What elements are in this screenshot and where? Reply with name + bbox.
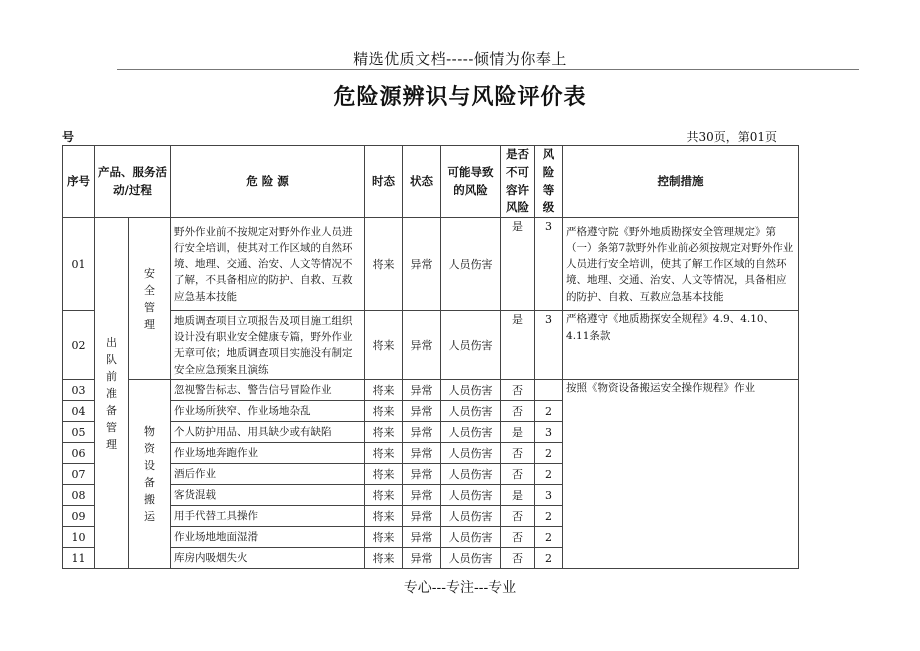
- row-unacceptable: 否: [501, 443, 535, 464]
- risk-assessment-table: [62, 145, 799, 569]
- row-hazard: 作业场所狭窄、作业场地杂乱: [171, 401, 365, 422]
- row-seq: 04: [63, 401, 95, 422]
- row-state: 异常: [403, 380, 441, 401]
- row-level: 3: [535, 218, 563, 311]
- row-level: 3: [535, 311, 563, 380]
- header-control: 控制措施: [563, 146, 799, 218]
- row-state: 异常: [403, 443, 441, 464]
- row-tense: 将来: [365, 380, 403, 401]
- group-safety-label: 安 全 管 理: [144, 266, 155, 331]
- row-state: 异常: [403, 548, 441, 569]
- row-state: 异常: [403, 485, 441, 506]
- row-state: 异常: [403, 422, 441, 443]
- row-level: 2: [535, 548, 563, 569]
- row-tense: 将来: [365, 527, 403, 548]
- row-seq: 03: [63, 380, 95, 401]
- page-footer: 专心---专注---专业: [403, 580, 517, 596]
- row-level: 3: [535, 422, 563, 443]
- row-seq: 05: [63, 422, 95, 443]
- row-state: 异常: [403, 401, 441, 422]
- table-row: [63, 218, 799, 311]
- row-tense: 将来: [365, 548, 403, 569]
- document-title: 危险源辨识与风险评价表: [333, 85, 587, 110]
- header-level: 风险等级: [535, 146, 563, 218]
- row-unacceptable: 否: [501, 527, 535, 548]
- row-level: 2: [535, 464, 563, 485]
- row-state: 异常: [403, 311, 441, 380]
- row-hazard: 客货混载: [171, 485, 365, 506]
- row-seq: 07: [63, 464, 95, 485]
- group-outer-label: 出 队 前 准 备 管 理: [106, 335, 117, 451]
- row-risk: 人员伤害: [441, 464, 501, 485]
- row-level: 2: [535, 443, 563, 464]
- row-level: 2: [535, 401, 563, 422]
- row-unacceptable: 否: [501, 401, 535, 422]
- row-level: [535, 380, 563, 401]
- page-count: 共30页，第01页: [686, 130, 777, 144]
- row-seq: 02: [63, 311, 95, 380]
- header-risk: 可能导致的风险: [441, 146, 501, 218]
- row-tense: 将来: [365, 401, 403, 422]
- document-number-label: 号: [62, 130, 75, 144]
- header-divider: [117, 69, 859, 70]
- row-control: 严格遵守院《野外地质勘探安全管理规定》第（一）条第7款野外作业前必须按规定对野外作业人员进行安全培训，使其了解工作区域的自然环境、地理、交通、治安、人文等情况，具备相应的防护、自救、互救应急基本技能: [563, 218, 799, 311]
- row-control: 严格遵守《地质勘探安全规程》4.9、4.10、4.11条款: [563, 311, 799, 380]
- row-risk: 人员伤害: [441, 506, 501, 527]
- row-hazard: 野外作业前不按规定对野外作业人员进行安全培训，使其对工作区域的自然环境、地理、交通、治安、人文等情况不了解，不具备相应的防护、自救、互救应急基本技能: [171, 218, 365, 311]
- row-hazard: 酒后作业: [171, 464, 365, 485]
- row-unacceptable: 是: [501, 311, 535, 380]
- table-header-row: [63, 146, 799, 218]
- row-unacceptable: 否: [501, 506, 535, 527]
- row-risk: 人员伤害: [441, 443, 501, 464]
- header-seq: 序号: [63, 146, 95, 218]
- row-risk: 人员伤害: [441, 422, 501, 443]
- group-safety-cell: [129, 218, 171, 380]
- row-seq: 09: [63, 506, 95, 527]
- page-header: 精选优质文档-----倾情为你奉上: [353, 50, 567, 68]
- row-hazard: 地质调查项目立项报告及项目施工组织设计没有职业安全健康专篇，野外作业无章可依；地质调查项目实施没有制定安全应急预案且演练: [171, 311, 365, 380]
- row-risk: 人员伤害: [441, 218, 501, 311]
- row-tense: 将来: [365, 422, 403, 443]
- row-tense: 将来: [365, 311, 403, 380]
- header-product: 产品、服务活动/过程: [95, 146, 171, 218]
- row-seq: 01: [63, 218, 95, 311]
- row-risk: 人员伤害: [441, 548, 501, 569]
- row-risk: 人员伤害: [441, 527, 501, 548]
- row-hazard: 用手代替工具操作: [171, 506, 365, 527]
- row-hazard: 个人防护用品、用具缺少或有缺陷: [171, 422, 365, 443]
- row-state: 异常: [403, 218, 441, 311]
- row-risk: 人员伤害: [441, 485, 501, 506]
- row-unacceptable: 否: [501, 548, 535, 569]
- row-tense: 将来: [365, 485, 403, 506]
- row-seq: 11: [63, 548, 95, 569]
- row-seq: 08: [63, 485, 95, 506]
- table-row: [63, 380, 799, 401]
- row-unacceptable: 是: [501, 218, 535, 311]
- row-hazard: 作业场地奔跑作业: [171, 443, 365, 464]
- row-level: 2: [535, 506, 563, 527]
- row-tense: 将来: [365, 506, 403, 527]
- row-state: 异常: [403, 527, 441, 548]
- group-material-label: 物 资 设 备 搬 运: [144, 425, 155, 524]
- header-tense: 时态: [365, 146, 403, 218]
- header-state: 状态: [403, 146, 441, 218]
- row-state: 异常: [403, 464, 441, 485]
- row-hazard: 作业场地地面湿滑: [171, 527, 365, 548]
- row-risk: 人员伤害: [441, 401, 501, 422]
- row-hazard: 忽视警告标志、警告信号冒险作业: [171, 380, 365, 401]
- header-unacceptable: 是否不可容许风险: [501, 146, 535, 218]
- row-unacceptable: 否: [501, 464, 535, 485]
- row-unacceptable: 是: [501, 422, 535, 443]
- group-outer-cell: [95, 218, 129, 569]
- row-state: 异常: [403, 506, 441, 527]
- row-risk: 人员伤害: [441, 380, 501, 401]
- row-risk: 人员伤害: [441, 311, 501, 380]
- header-hazard: 危 险 源: [171, 146, 365, 218]
- row-level: 3: [535, 485, 563, 506]
- row-tense: 将来: [365, 218, 403, 311]
- row-tense: 将来: [365, 464, 403, 485]
- row-seq: 10: [63, 527, 95, 548]
- table-row: [63, 311, 799, 380]
- row-unacceptable: 否: [501, 380, 535, 401]
- row-control: 按照《物资设备搬运安全操作规程》作业: [563, 380, 799, 569]
- row-level: 2: [535, 527, 563, 548]
- row-seq: 06: [63, 443, 95, 464]
- group-material-cell: [129, 380, 171, 569]
- row-tense: 将来: [365, 443, 403, 464]
- row-unacceptable: 是: [501, 485, 535, 506]
- row-hazard: 库房内吸烟失火: [171, 548, 365, 569]
